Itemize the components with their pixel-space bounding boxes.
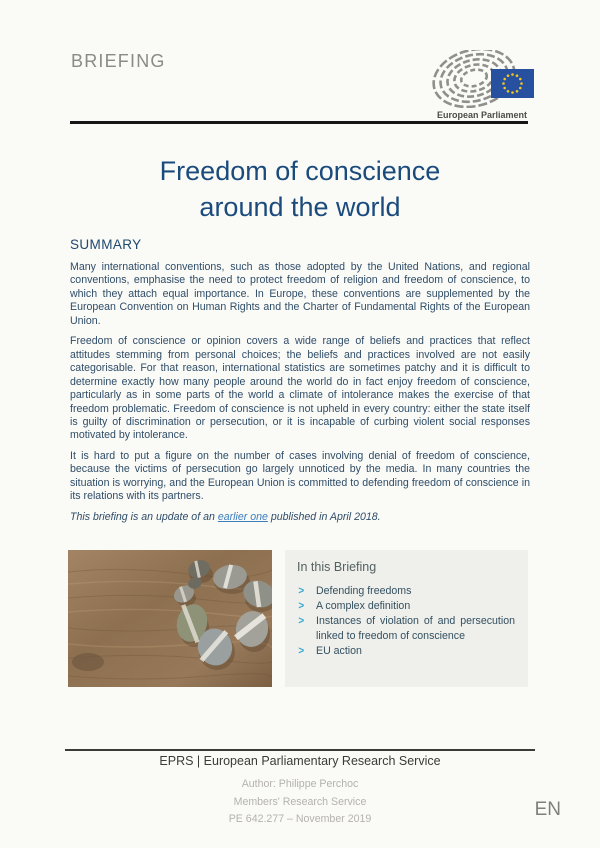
chevron-bullet-icon: > [298,644,305,657]
in-this-briefing-heading: In this Briefing [297,560,377,574]
update-note [70,511,530,524]
chevron-bullet-icon: > [298,615,305,628]
language-label: EN [534,799,561,820]
earlier-briefing-link[interactable]: earlier one [217,510,268,523]
summary-heading: SUMMARY [70,237,142,252]
page-title [0,153,600,225]
european-parliament-logo [430,50,534,120]
footer-divider [65,749,535,751]
briefing-toc-item[interactable] [297,599,515,613]
footer-service-line: EPRS | European Parliamentary Research Service [159,754,441,768]
update-note-suffix: published in April 2018. [267,510,381,523]
briefing-toc-label: Defending freedoms [316,585,412,597]
european-parliament-hemicycle-eu-flag-icon [430,50,534,108]
summary-paragraph: Many international conventions, such as those adopted by the United Nations, and regional conventions, emphasise the need to protect freedom of religion and freedom of conscience, to which they attach equal importance. In Europe, these conventions are supplemented by the European Convention on Human Rights and the Charter of Fundamental Rights of the European Union. [70,261,530,327]
media-row [68,550,528,687]
summary-section [70,237,530,531]
summary-paragraph: Freedom of conscience or opinion covers a wide range of beliefs and practices that reflect attitudes stemming from personal choices; the beliefs and practices involved are not easily categorisable. For that reason, international statistics are sometimes patchy and it is difficult to determine exactly how many people around the world do in fact enjoy freedom of conscience, particularly as in some parts of the world a climate of intolerance makes the exercise of that freedom problematic. Freedom of conscience is not upheld in every country: either the state itself is guilty of discrimination or persecution, or it is incapable of curbing violent social responses motivated by intolerance. [70,335,530,442]
document-kicker: BRIEFING [71,51,166,71]
briefing-toc-label: Instances of violation of and persecution linked to freedom of conscience [316,615,515,642]
header-divider [70,121,528,124]
stones-photo [68,550,272,687]
summary-paragraph: It is hard to put a figure on the number of cases involving denial of freedom of conscience, because the victims of persecution go largely unnoticed by the media. In many countries the situation is worrying, and the European Union is committed to defending freedom of conscience in its relations with its partners. [70,449,530,503]
briefing-toc-item[interactable] [297,644,515,658]
page-title-line1: Freedom of conscience [159,156,441,186]
footer-unit: Members' Research Service [233,795,367,808]
footer-author: Author: Philippe Perchoc [241,778,359,790]
chevron-bullet-icon: > [298,585,305,597]
footer-reference: PE 642.277 – November 2019 [228,813,372,826]
logo-caption: European Parliament [436,110,528,120]
briefing-toc-label: EU action [316,644,362,657]
page-title-line2: around the world [199,192,401,222]
footer-credits [0,776,600,829]
briefing-toc-label: A complex definition [316,600,411,613]
briefing-toc-item[interactable] [297,614,515,642]
briefing-toc-item[interactable] [297,584,515,598]
chevron-bullet-icon: > [298,600,305,613]
update-note-prefix: This briefing is an update of an [70,510,218,523]
in-this-briefing-list [297,584,515,658]
in-this-briefing-box [285,550,528,687]
